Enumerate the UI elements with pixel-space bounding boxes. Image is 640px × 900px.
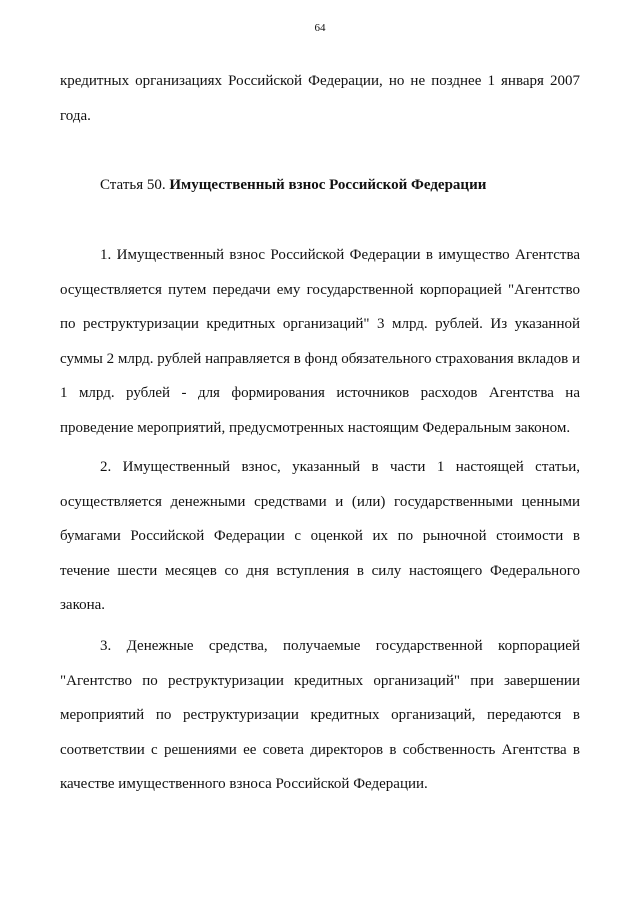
article-title: Имущественный взнос Российской Федерации bbox=[169, 177, 487, 193]
page-number: 64 bbox=[314, 22, 326, 34]
article-prefix: Статья 50. bbox=[100, 177, 166, 193]
continuation-text: кредитных организациях Российской Федерации, но не позднее 1 января 2007 года. bbox=[60, 73, 580, 124]
paragraph-2: 2. Имущественный взнос, указанный в части 1 настоящей статьи, осуществляется денежными средствами и (или) государственными ценными бумагами Российской Федерации с оценкой их по рыночной стоимости в течение шести месяцев со дня вступления в силу настоящего Федерального закона. bbox=[60, 459, 580, 613]
article-heading bbox=[60, 168, 580, 203]
paragraph-3: 3. Денежные средства, получаемые государственной корпорацией "Агентство по реструктуризации кредитных организаций" при завершении мероприятий по реструктуризации кредитных организаций, передаются в соответствии с решениями ее совета директоров в собственность Агентства в качестве имущественного взноса Российской Федерации. bbox=[60, 638, 580, 792]
paragraph-1: 1. Имущественный взнос Российской Федерации в имущество Агентства осуществляется путем передачи ему государственной корпорацией "Агентство по реструктуризации кредитных организаций" 3 млрд. рублей. Из указанной суммы 2 млрд. рублей направляется в фонд обязательного страхования вкладов и 1 млрд. рублей - для формирования источников расходов Агентства на проведение мероприятий, предусмотренных настоящим Федеральным законом. bbox=[60, 247, 580, 436]
